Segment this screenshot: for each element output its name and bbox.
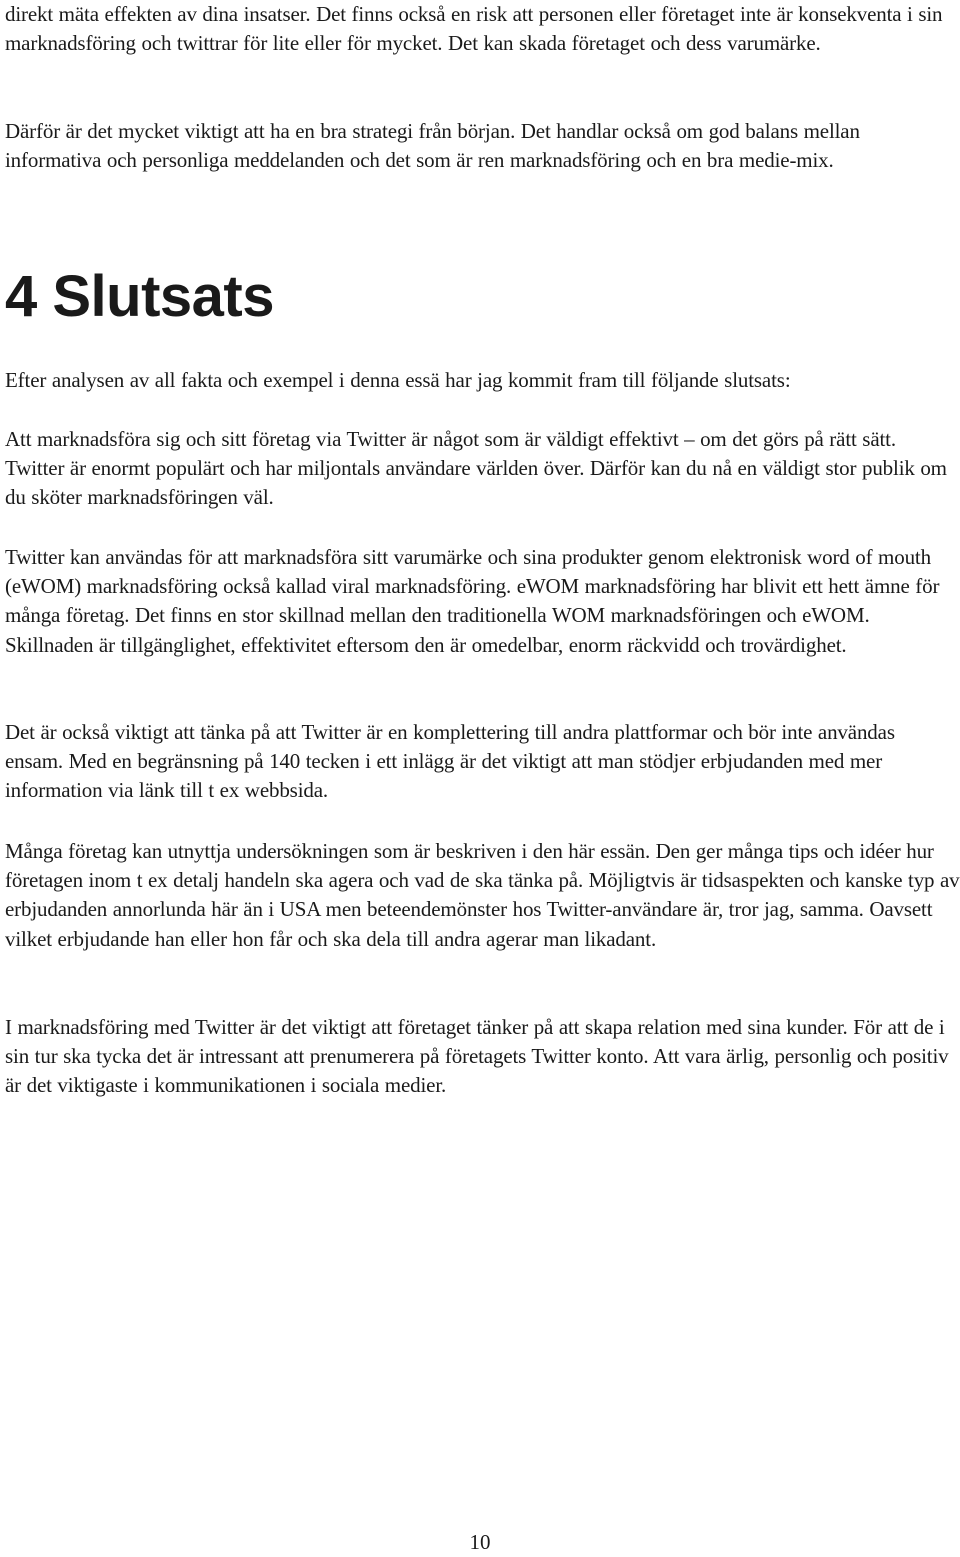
conclusion-paragraph-2: Att marknadsföra sig och sitt företag via Twitter är något som är väldigt effektivt – om det görs på rätt sätt. Twitter är enormt populärt och har miljontals användare världen över. Därför kan du nå en väldigt stor publik om du sköter marknadsföringen väl. (5, 427, 947, 510)
section-heading: 4 Slutsats (5, 264, 274, 329)
intro-paragraph: direkt mäta effekten av dina insatser. Det finns också en risk att personen eller företaget inte är konsekventa i sin marknadsföring och twittrar för lite eller för mycket. Det kan skada företaget och dess varumärke. (5, 2, 943, 56)
strategy-paragraph: Därför är det mycket viktigt att ha en bra strategi från början. Det handlar också om god balans mellan informativa och personliga meddelanden och det som är ren marknadsföring och en bra medie-mix. (5, 119, 860, 173)
conclusion-paragraph-1: Efter analysen av all fakta och exempel i denna essä har jag kommit fram till följande slutsats: (5, 368, 791, 392)
conclusion-paragraph-6: I marknadsföring med Twitter är det viktigt att företaget tänker på att skapa relation med sina kunder. För att de i sin tur ska tycka det är intressant att prenumerera på företagets Twitter konto. Att vara ärlig, personlig och positiv är det viktigaste i kommunikationen i sociala medier. (5, 1015, 949, 1098)
conclusion-paragraph-3: Twitter kan användas för att marknadsföra sitt varumärke och sina produkter genom elektronisk word of mouth (eWOM) marknadsföring också kallad viral marknadsföring. eWOM marknadsföring har blivit ett hett ämne för många företag. Det finns en stor skillnad mellan den traditionella WOM marknadsföringen och eWOM. Skillnaden är tillgänglighet, effektivitet eftersom den är omedelbar, enorm räckvidd och trovärdighet. (5, 545, 940, 657)
conclusion-paragraph-5: Många företag kan utnyttja undersökningen som är beskriven i den här essän. Den ger många tips och idéer hur företagen inom t ex detalj handeln ska agera och vad de ska tänka på. Möjligtvis är tidsaspekten och kanske typ av erbjudanden annorlunda här än i USA men beteendemönster hos Twitter-användare är, tror jag, samma. Oavsett vilket erbjudande han eller hon får och ska dela till andra agerar man likadant. (5, 839, 960, 951)
conclusion-paragraph-4: Det är också viktigt att tänka på att Twitter är en komplettering till andra plattformar och bör inte användas ensam. Med en begränsning på 140 tecken i ett inlägg är det viktigt att man stödjer erbjudanden med mer information via länk till t ex webbsida. (5, 720, 895, 803)
page-number: 10 (469, 1530, 491, 1554)
